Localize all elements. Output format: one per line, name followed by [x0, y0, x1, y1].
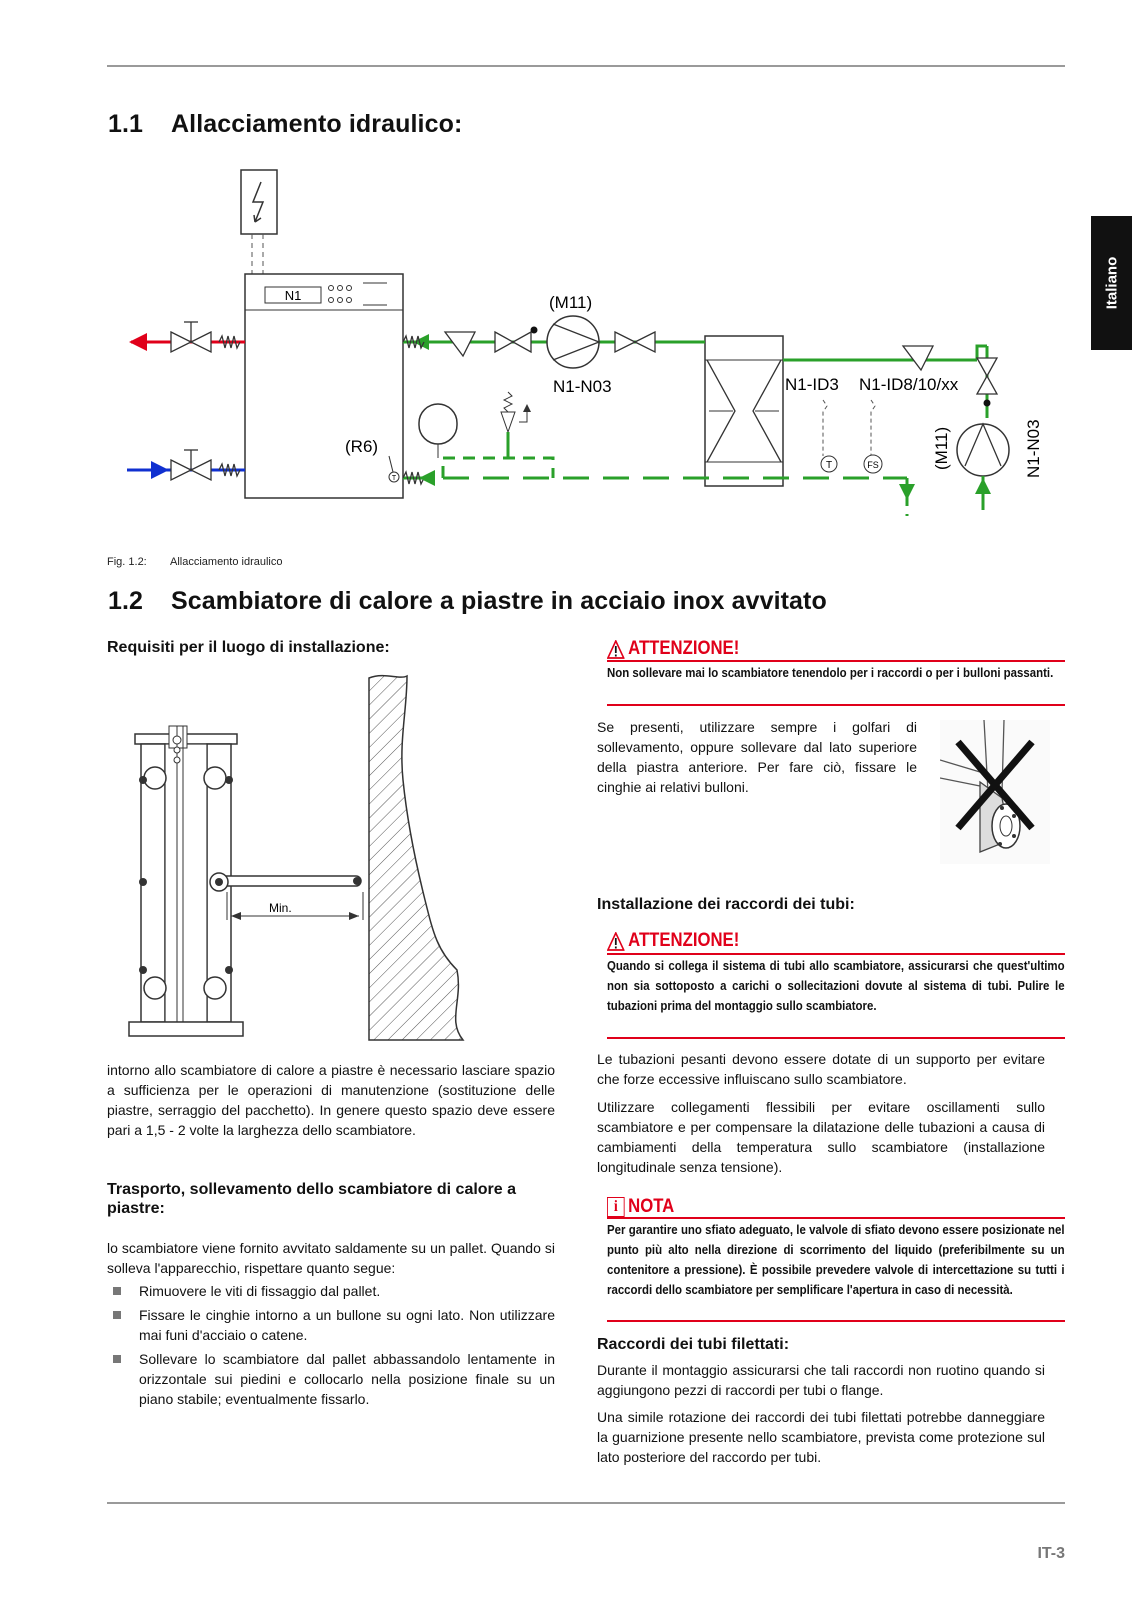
note-top-rule — [607, 1217, 1065, 1219]
note-title: NOTA — [628, 1196, 675, 1217]
m11-right-label: (M11) — [932, 426, 951, 470]
top-rule — [107, 65, 1065, 67]
strainer — [445, 332, 475, 356]
warning-2-header — [607, 930, 739, 952]
n1-label: N1 — [284, 288, 302, 303]
m11-top-label: (M11) — [549, 293, 593, 312]
section-title: Allacciamento idraulico: — [171, 110, 463, 138]
lifting-steps-list — [107, 1281, 555, 1413]
t-sensor-label: T — [825, 460, 833, 471]
note-text: Per garantire uno sfiato adeguato, le valvole di sfiato devono essere posizionate nel punto più alto nella direzione di scorrimento del liquido (preferibilmente su un contenitore a pressione). È possibile prevedere valvole di intercettazione su tutti i raccordi dello scambiatore per semplificare l'apertura in caso di necessità. — [607, 1222, 1065, 1297]
requirements-text: intorno allo scambiatore di calore a piastre è necessario lasciare spazio a sufficienza per le operazioni di manutenzione (sostituzione delle piastre, serraggio del pacchetto). In genere questo spazio deve essere pari a 1,5 - 2 volte la larghezza dello scambiatore. — [107, 1062, 555, 1138]
outlet-arrow — [129, 333, 147, 351]
warning-2-text: Quando si collega il sistema di tubi allo scambiatore, assicurarsi che quest'ultimo non sia sottoposto a carichi o sollecitazioni dovute al sistema di tubi. Pulire le tubazioni prima del montaggio sullo scambiatore. — [607, 958, 1065, 1013]
section-number: 1.1 — [108, 110, 144, 138]
list-item: Rimuovere le viti di fissaggio dal pallet. — [107, 1281, 555, 1301]
r6-label: (R6) — [345, 437, 379, 456]
section-1-1-heading — [108, 110, 462, 139]
n1-id3-label: N1-ID3 — [785, 375, 839, 394]
warning-triangle-icon — [607, 640, 625, 659]
circulation-pump-m11-right — [957, 424, 1009, 476]
installation-requirements-heading: Requisiti per il luogo di installazione: — [107, 639, 390, 656]
warning-2-title: ATTENZIONE! — [628, 930, 740, 951]
bottom-rule — [107, 1502, 1065, 1504]
n1-n03-right-label: N1-N03 — [1024, 419, 1043, 478]
circulation-pump-m11 — [547, 316, 599, 368]
n1-id8-label: N1-ID8/10/xx — [859, 375, 959, 394]
transport-heading: Trasporto, sollevamento dello scambiatore di calore a piastre: — [107, 1181, 517, 1217]
list-item: Fissare le cinghie intorno a un bullone su ogni lato. Non utilizzare mai funi d'acciaio o catene. — [107, 1305, 555, 1345]
inlet-arrow — [151, 461, 169, 479]
figure-caption — [107, 556, 283, 568]
threaded-fittings-heading: Raccordi dei tubi filettati: — [597, 1336, 790, 1353]
transport-text: lo scambiatore viene fornito avvitato saldamente su un pallet. Quando si solleva l'apparecchio, rispettare quanto segue: — [107, 1240, 555, 1276]
warning-1-header — [607, 638, 739, 660]
figure-label: Fig. 1.2: — [107, 556, 147, 568]
warning-triangle-icon — [607, 932, 625, 951]
language-tab — [1091, 216, 1132, 350]
pipe-connections-heading: Installazione dei raccordi dei tubi: — [597, 896, 855, 913]
list-item: Sollevare lo scambiatore dal pallet abbassandolo lentamente in orizzontale sui piedini e collocarlo nella posizione finale su un piano stabile; eventualmente fissarlo. — [107, 1349, 555, 1409]
note-header — [607, 1196, 674, 1218]
section-title: Scambiatore di calore a piastre in acciaio inox avvitato — [171, 587, 827, 615]
figure-text: Allacciamento idraulico — [170, 556, 283, 568]
heat-pump-unit — [245, 274, 403, 498]
warning-1-title: ATTENZIONE! — [628, 638, 740, 659]
page-number: IT-3 — [1037, 1545, 1065, 1562]
info-icon: i — [607, 1197, 625, 1217]
safety-valve — [501, 412, 515, 432]
wall — [369, 676, 463, 1040]
section-number: 1.2 — [108, 587, 144, 615]
warning-2-bottom-rule — [607, 1037, 1065, 1039]
expansion-vessel — [419, 404, 457, 444]
warning-2-top-rule — [607, 953, 1065, 955]
warning-1-top-rule — [607, 660, 1065, 662]
note-bottom-rule — [607, 1320, 1065, 1322]
lifting-instructions-text: Se presenti, utilizzare sempre i golfari di sollevamento, oppure sollevare dal lato superiore della piastra anteriore. Per fare ciò, fissare le cinghie ai relativi bulloni. — [597, 719, 917, 795]
no-lifting-by-flange-image — [940, 720, 1050, 864]
hydraulic-diagram — [107, 160, 1065, 530]
section-1-2-heading — [108, 587, 827, 616]
threaded-fittings-text-2: Una simile rotazione dei raccordi dei tubi filettati potrebbe danneggiare la guarnizione presente nello scambiatore, prevista come protezione sul lato posteriore del raccordo per tubi. — [597, 1409, 1045, 1465]
svg-text:T: T — [391, 475, 397, 482]
min-dimension-label: Min. — [269, 901, 292, 915]
warning-1-bottom-rule — [607, 704, 1065, 706]
language-tab-label: Italiano — [1103, 256, 1120, 310]
threaded-fittings-text-1: Durante il montaggio assicurarsi che tali raccordi non ruotino quando si aggiungono pezzi di raccordi per tubi o flange. — [597, 1362, 1045, 1398]
fs-sensor-label: FS — [867, 460, 879, 470]
exchanger-clearance-drawing — [107, 670, 477, 1046]
flexible-connections-text: Utilizzare collegamenti flessibili per evitare oscillamenti sullo scambiatore e per compensare la dilatazione delle tubazioni a causa di cambiamenti della temperatura sullo scambiatore (installazione longitudinale senza tensione). — [597, 1099, 1045, 1175]
n1-n03-top-label: N1-N03 — [553, 377, 612, 396]
warning-1-text: Non sollevare mai lo scambiatore tenendolo per i raccordi o per i bulloni passanti. — [607, 665, 1054, 680]
heavy-pipes-text: Le tubazioni pesanti devono essere dotate di un supporto per evitare che forze eccessive influiscano sullo scambiatore. — [597, 1051, 1045, 1087]
